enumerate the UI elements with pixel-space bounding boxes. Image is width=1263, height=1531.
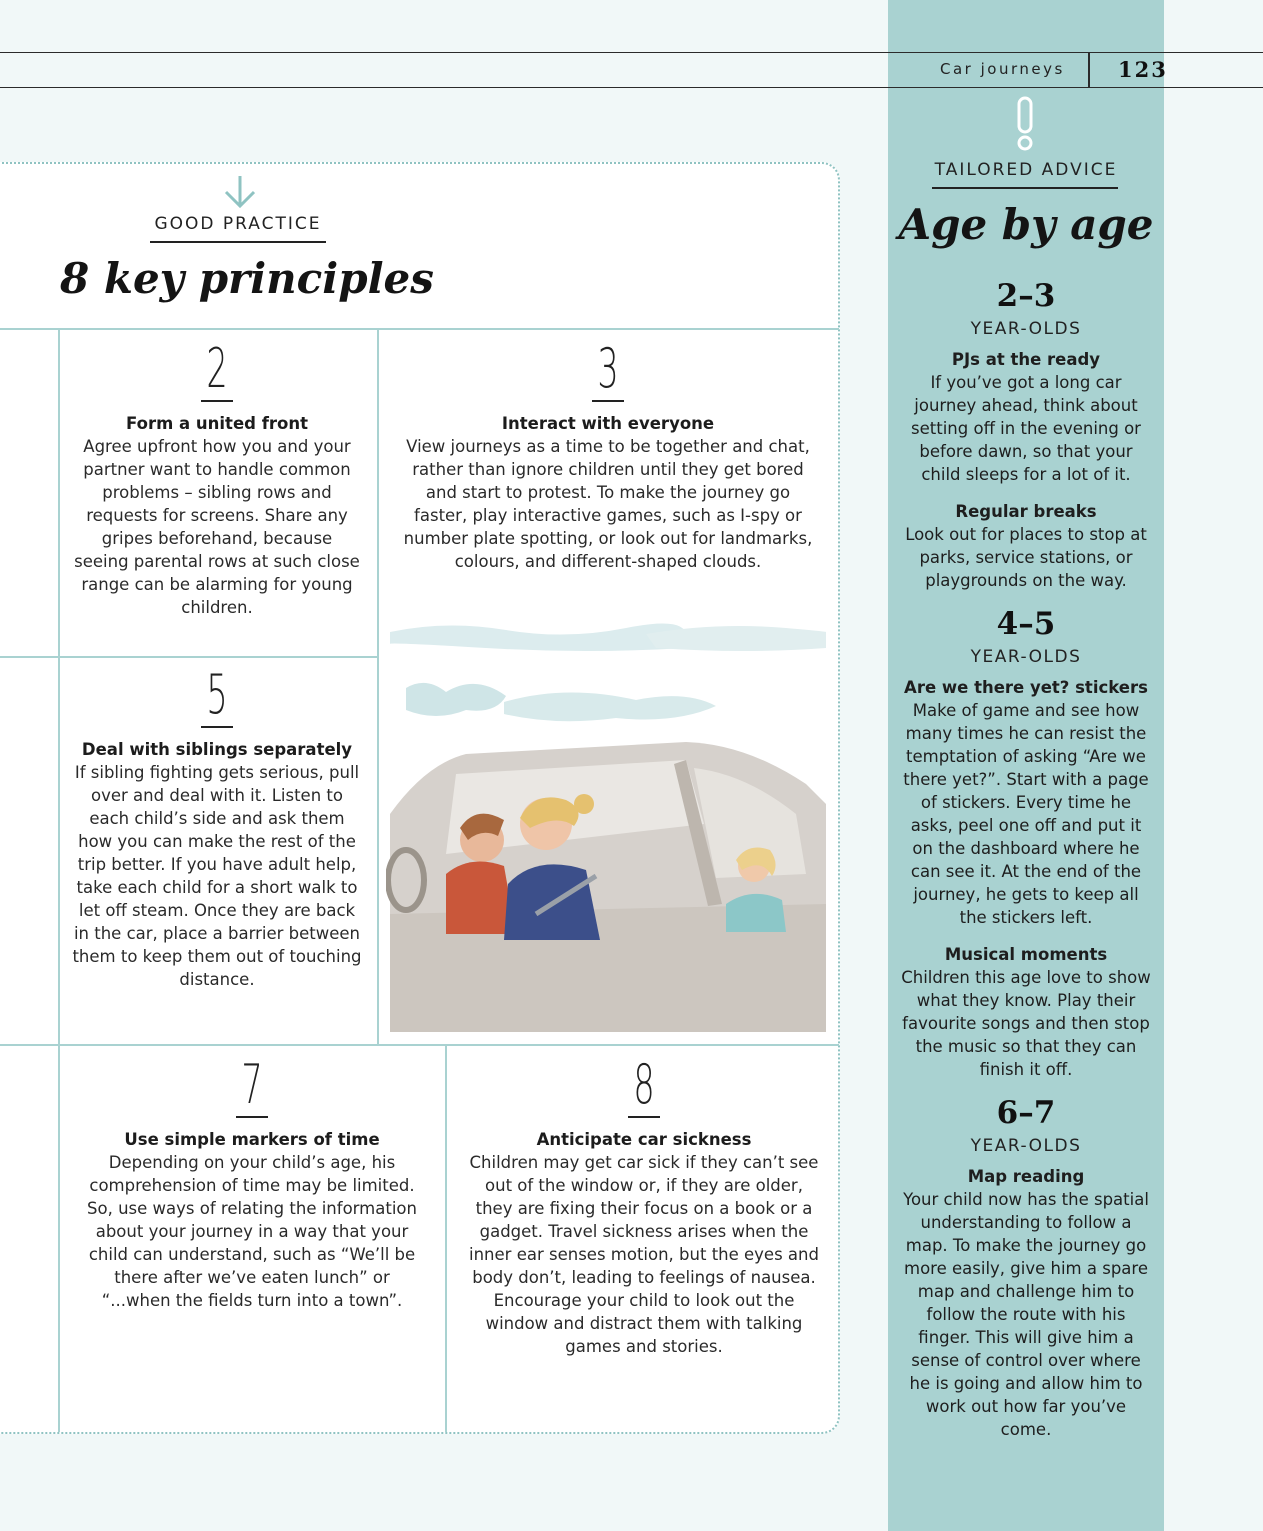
- tip-body: If you’ve got a long car journey ahead, think about setting off in the evening or before dawn, so that your child sleeps for a lot of it.: [911, 373, 1141, 484]
- age-range: 6–7: [996, 1095, 1056, 1131]
- tip-body: Make of game and see how many times he can resist the temptation of asking “Are we there yet?”. Start with a page of stickers. Every time he asks, peel one off and put it on the dashboard where he can see it. At the end of the journey, he gets to keep all the stickers left.: [903, 701, 1149, 927]
- age-range: 4–5: [996, 606, 1056, 642]
- principle-7: [78, 1053, 426, 1312]
- tip-heading: Musical moments: [944, 945, 1108, 964]
- running-header: [0, 52, 1263, 88]
- principle-number: 2: [206, 337, 228, 400]
- principle-number: 7: [241, 1053, 263, 1116]
- tip: [900, 500, 1152, 592]
- principle-body: If sibling fighting gets serious, pull over and deal with it. Listen to each child’s side and ask them how you can make the rest of the trip better. If you have adult help, take each child for a short walk to let off steam. Once they are back in the car, place a barrier between them to keep them out of touching distance.: [72, 763, 362, 989]
- tip-body: Your child now has the spatial understanding to follow a map. To make the journey go more easily, give him a spare map and challenge him to follow the route with his finger. This will give him a sense of control over where he is going and allow him to work out how far you’ve come.: [903, 1190, 1149, 1439]
- number-underline: [236, 1116, 268, 1118]
- principle-number: 8: [633, 1053, 655, 1116]
- principle-heading: Anticipate car sickness: [536, 1130, 752, 1149]
- grid-line: [445, 1046, 447, 1432]
- sidebar-title: Age by age: [898, 200, 1154, 249]
- grid-line: [0, 656, 377, 658]
- section-heading: 8 key principles: [60, 254, 434, 303]
- grid-line: [0, 328, 839, 330]
- age-label: YEAR-OLDS: [970, 319, 1082, 339]
- principle-3: [398, 337, 818, 573]
- principle-heading: Use simple markers of time: [124, 1130, 380, 1149]
- tip-heading: Map reading: [967, 1167, 1085, 1186]
- tip-body: Children this age love to show what they know. Play their favourite songs and then stop the music so that they can finish it off.: [901, 968, 1151, 1079]
- exclamation-icon: [1010, 96, 1040, 152]
- age-label: YEAR-OLDS: [970, 1136, 1082, 1156]
- principle-number: 3: [597, 337, 619, 400]
- age-label: YEAR-OLDS: [970, 647, 1082, 667]
- tailored-advice-kicker: TAILORED ADVICE: [934, 160, 1118, 180]
- principle-number: 5: [206, 663, 228, 726]
- tip: [900, 1165, 1152, 1441]
- page-number: 123: [1118, 57, 1168, 82]
- principle-body: Agree upfront how you and your partner want to handle common problems – sibling rows and requests for screens. Share any gripes beforehand, because seeing parental rows at such close range can be alarming for young children.: [74, 437, 360, 617]
- kicker-underline: [932, 187, 1118, 189]
- tip: [900, 348, 1152, 486]
- number-underline: [201, 400, 233, 402]
- number-underline: [628, 1116, 660, 1118]
- good-practice-kicker: GOOD PRACTICE: [154, 214, 322, 234]
- age-range: 2–3: [996, 278, 1056, 314]
- grid-line: [58, 330, 60, 1432]
- number-underline: [201, 726, 233, 728]
- principle-body: Children may get car sick if they can’t see out of the window or, if they are older, they are fixing their focus on a book or a gadget. Travel sickness arises when the inner ear senses motion, but the eyes and body don’t, leading to feelings of nausea. Encourage your child to look out the window and distract them with talking games and stories.: [469, 1153, 819, 1356]
- principle-body: View journeys as a time to be together and chat, rather than ignore children until they get bored and start to protest. To make the journey go faster, play interactive games, such as I-spy or number plate spotting, or look out for landmarks, colours, and different-shaped clouds.: [403, 437, 813, 571]
- tip: [900, 676, 1152, 929]
- section-title: Car journeys: [940, 60, 1065, 78]
- tip: [900, 943, 1152, 1081]
- principle-heading: Interact with everyone: [501, 414, 715, 433]
- grid-line: [377, 330, 379, 1044]
- tip-heading: Regular breaks: [955, 502, 1097, 521]
- grid-line: [0, 1044, 839, 1046]
- tip-heading: Are we there yet? stickers: [904, 678, 1148, 697]
- down-arrow-icon: [220, 172, 260, 212]
- car-family-illustration: [386, 614, 826, 1032]
- principle-5: [72, 663, 362, 991]
- principle-heading: Form a united front: [126, 414, 308, 433]
- principle-2: [72, 337, 362, 619]
- principle-8: [466, 1053, 822, 1358]
- tip-body: Look out for places to stop at parks, service stations, or playgrounds on the way.: [905, 525, 1147, 590]
- header-divider: [1088, 52, 1090, 88]
- principle-heading: Deal with siblings separately: [81, 740, 353, 759]
- tip-heading: PJs at the ready: [951, 350, 1101, 369]
- number-underline: [592, 400, 624, 402]
- principle-body: Depending on your child’s age, his comprehension of time may be limited. So, use ways of relating the information about your journey in a way that your child can understand, such as “We’ll be there after we’ve eaten lunch” or “...when the fields turn into a town”.: [87, 1153, 417, 1310]
- kicker-underline: [150, 241, 326, 243]
